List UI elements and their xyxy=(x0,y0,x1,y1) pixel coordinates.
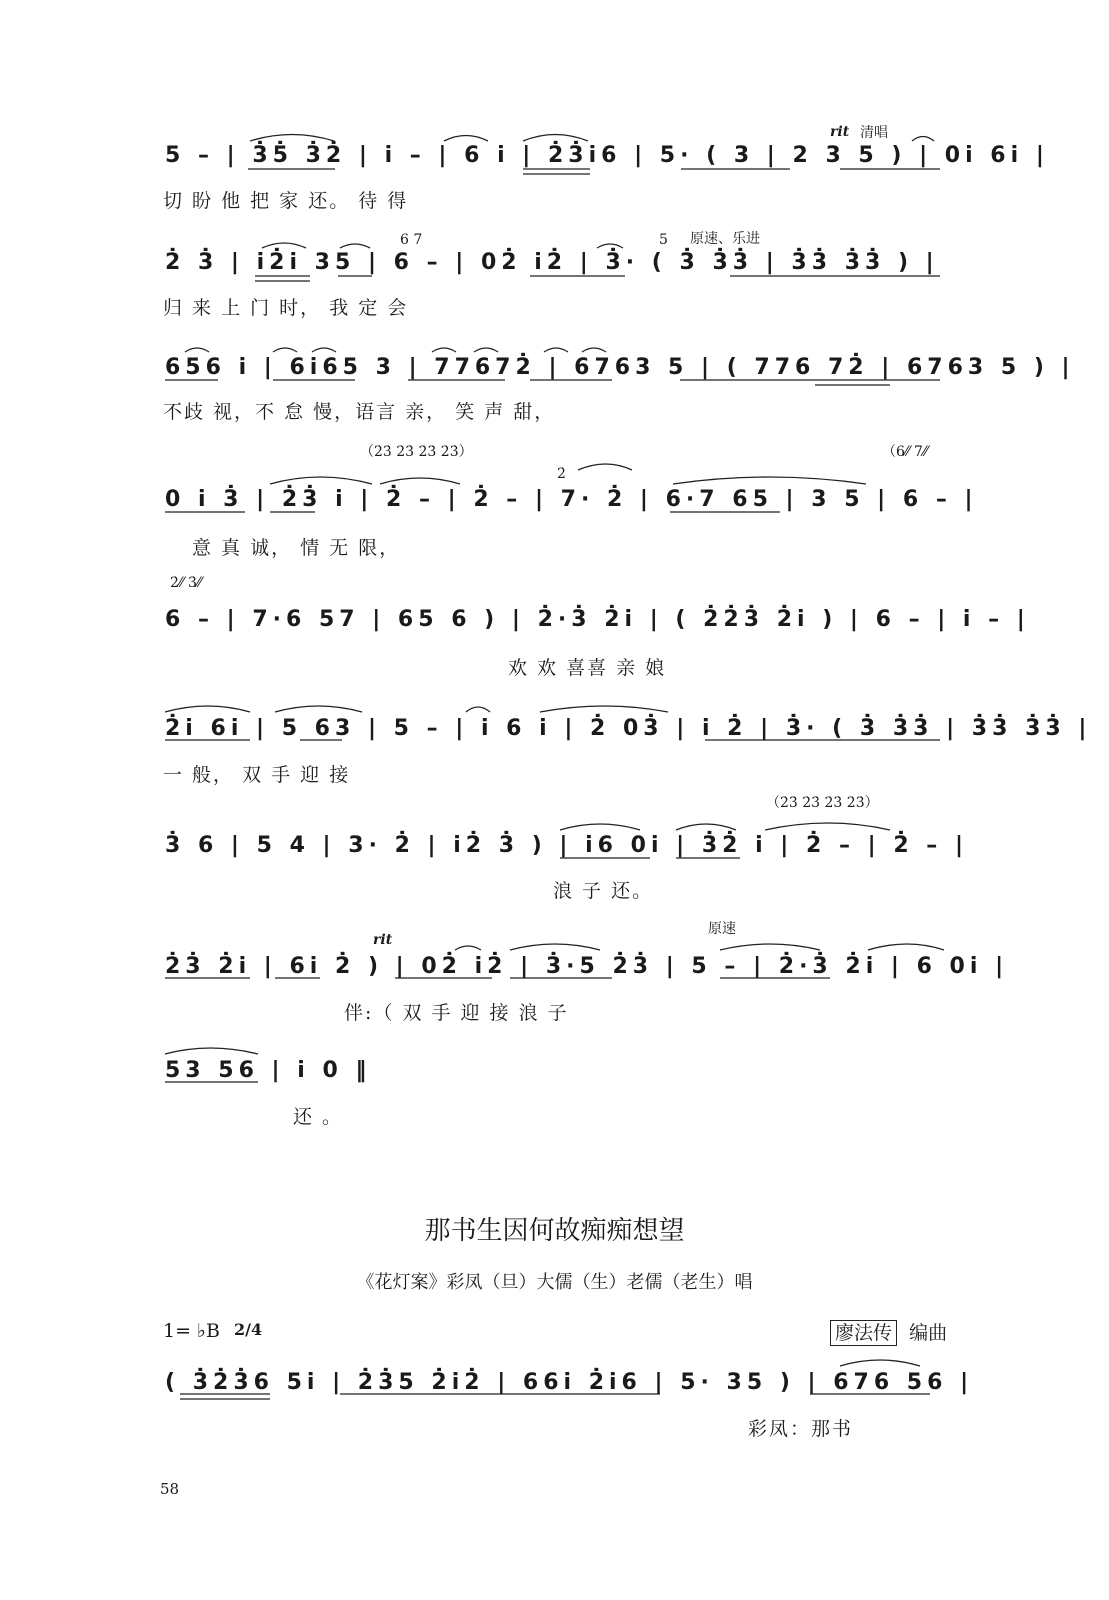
slur-1a xyxy=(250,135,334,142)
grace-mark-2: 2̇ xyxy=(557,466,566,482)
system-8-notes: 2̇3̇ 2̇i | 6i 2̇ ) | 02̇ i2̇ | 3̇·5 2̇3̇ | 5 – | 2̇·3̇ 2̇i | 6 0i | xyxy=(165,954,1009,979)
system-9-notes: 53 56 | i 0 ‖ xyxy=(165,1058,372,1083)
slur-2a xyxy=(262,243,306,248)
system-6-lyrics: 一 般， 双 手 迎 接 xyxy=(163,764,351,786)
slur-3c xyxy=(312,348,336,352)
tempo-mark-yuansu-yuejin: 原速、乐进 xyxy=(690,231,760,247)
slur-6d xyxy=(540,706,668,712)
slur-7a xyxy=(560,824,640,830)
accompaniment-mark-1: （2̇3̇ 2̇3̇ 2̇3̇ 2̇3̇） xyxy=(360,444,473,460)
grace-mark-5: 5 xyxy=(659,232,668,248)
rit-mark-2: rit xyxy=(373,932,393,948)
composer-name: 廖法传 xyxy=(830,1320,897,1346)
system-2-lyrics: 归 来 上 门 时， 我 定 会 xyxy=(163,297,409,319)
grace-mark-23-tremolo: 2̇⁄⁄ 3̇⁄⁄ xyxy=(170,575,202,591)
slur-8b xyxy=(510,944,600,950)
system-1-lyrics: 切 盼 他 把 家 还。 待 得 xyxy=(163,190,409,212)
slur-4b xyxy=(380,478,460,484)
grace-mark-67: 6 7 xyxy=(400,232,423,248)
rit-mark-1: rit xyxy=(830,124,850,140)
slur-10a xyxy=(840,1360,920,1366)
slur-4a xyxy=(270,477,372,484)
page-number: 58 xyxy=(160,1480,180,1498)
system-7-notes: 3̇ 6 | 5 4 | 3· 2̇ | i2̇ 3̇ ) | i6 0i | 3̇2̇ i | 2̇ – | 2̇ – | xyxy=(165,833,968,858)
system-5-notes: 6 – | 7·6 57 | 65 6 ) | 2̇·3̇ 2̇i | ( 2̇2̇3̇ 2̇i ) | 6 – | i – | xyxy=(165,607,1030,632)
accompaniment-mark-2: （2̇3̇ 2̇3̇ 2̇3̇ 2̇3̇） xyxy=(766,795,879,811)
slur-3a xyxy=(185,348,209,352)
system-3-notes: 656 i | 6i65 3 | 77672̇ | 6763 5 | ( 776 72̇ | 6763 5 ) | xyxy=(165,355,1075,380)
key-signature: 1= ♭B xyxy=(163,1320,220,1342)
system-3-lyrics: 不歧 视，不 怠 慢，语言 亲， 笑 声 甜， xyxy=(163,401,556,423)
composer-role: 编曲 xyxy=(909,1322,948,1344)
slur-3d xyxy=(432,348,456,352)
new-song-first-line-lyrics: 彩凤：那书 xyxy=(748,1418,854,1440)
slur-4d xyxy=(673,477,866,484)
song-title: 那书生因何故痴痴想望 xyxy=(424,1216,685,1246)
tempo-mark-yuansu: 原速 xyxy=(708,921,736,937)
slur-6b xyxy=(275,706,362,712)
time-signature: 2/4 xyxy=(234,1320,263,1339)
slur-7b xyxy=(676,824,736,830)
slur-9a xyxy=(165,1048,258,1054)
slur-1b xyxy=(444,136,488,142)
new-song-first-line-notes: ( 3̇2̇3̇6 5i | 2̇3̇5 2̇i2̇ | 66i 2̇i6 | 5· 35 ) | 676 56 | xyxy=(165,1370,974,1395)
system-6-notes: 2̇i 6i | 5 63 | 5 – | i 6 i | 2̇ 03̇ | i 2̇ | 3̇· ( 3̇ 3̇3̇ | 3̇3̇ 3̇3̇ | xyxy=(165,716,1092,741)
qingchang-mark: 清唱 xyxy=(860,125,888,141)
system-7-lyrics: 浪 子 还。 xyxy=(553,880,654,902)
system-1-notes: 5 – | 3̇5̇ 3̇2̇ | i – | 6 i | 2̇3̇i6 | 5· ( 3 | 2 3 5 ) | 0i 6i | xyxy=(165,143,1049,168)
slur-1d xyxy=(912,137,934,142)
slur-3g xyxy=(582,348,606,352)
system-8-lyrics: 伴:（ 双 手 迎 接 浪 子 xyxy=(344,1002,569,1024)
system-9-lyrics: 还 。 xyxy=(293,1106,344,1128)
song-subtitle: 《花灯案》彩凤（旦）大儒（生）老儒（老生）唱 xyxy=(356,1272,753,1293)
grace-mark-67-tremolo: （6⁄⁄ 7⁄⁄ xyxy=(882,444,928,460)
slur-1c xyxy=(523,135,588,142)
slur-2c xyxy=(597,244,623,248)
system-5-lyrics: 欢 欢 喜喜 亲 娘 xyxy=(508,657,667,679)
slur-4c xyxy=(578,464,632,470)
slur-2b xyxy=(340,244,370,248)
system-4-notes: 0 i 3̇ | 2̇3̇ i | 2̇ – | 2̇ – | 7· 2̇ | 6·7 65 | 3 5 | 6 – | xyxy=(165,487,978,512)
slur-8c xyxy=(720,944,820,950)
slur-7c xyxy=(765,823,890,830)
system-4-lyrics: 意 真 诚， 情 无 限， xyxy=(192,537,401,559)
system-2-notes: 2̇ 3̇ | i2̇i 35 | 6 – | 02̇ i2̇ | 3̇· ( 3̇ 3̇3̇ | 3̇3̇ 3̇3̇ ) | xyxy=(165,250,939,275)
slur-3e xyxy=(474,348,498,352)
slur-3f xyxy=(544,348,568,352)
slur-8a xyxy=(455,946,481,950)
slur-6c xyxy=(466,707,490,712)
slur-8d xyxy=(868,944,944,950)
slur-3b xyxy=(273,348,297,352)
slur-6a xyxy=(165,706,250,712)
